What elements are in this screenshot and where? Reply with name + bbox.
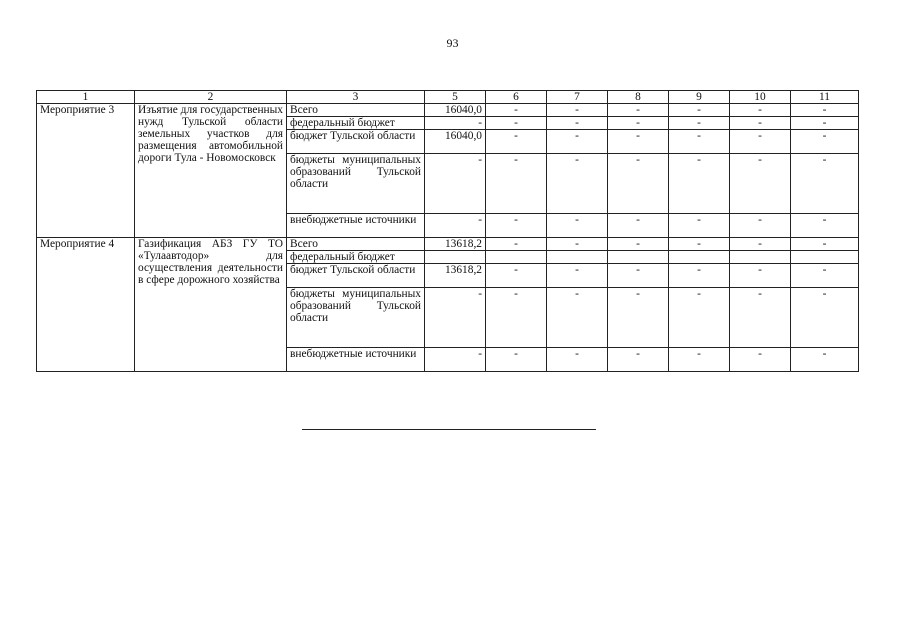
year-value-cell: - [486, 264, 547, 288]
header-cell: 3 [287, 91, 425, 104]
year-value-cell: - [669, 348, 730, 372]
total-value-cell [425, 251, 486, 264]
year-value-cell: - [547, 130, 608, 154]
funding-source-cell: бюджеты муниципальных образований Тульской области [287, 288, 425, 348]
page-number: 93 [446, 36, 459, 50]
year-value-cell: - [791, 264, 859, 288]
year-value-cell: - [669, 214, 730, 238]
total-value-cell: - [425, 348, 486, 372]
year-value-cell: - [730, 214, 791, 238]
year-value-cell: - [791, 238, 859, 251]
header-cell: 1 [37, 91, 135, 104]
table-body [37, 104, 859, 372]
funding-source-cell: внебюджетные источники [287, 214, 425, 238]
description-cell: Газификация АБЗ ГУ ТО «Тулаавтодор» для осуществления деятельности в сфере дорожного хозяйства [135, 238, 287, 372]
year-value-cell: - [669, 117, 730, 130]
year-value-cell: - [547, 214, 608, 238]
year-value-cell [730, 251, 791, 264]
table-header [37, 91, 859, 104]
year-value-cell: - [791, 104, 859, 117]
year-value-cell: - [486, 214, 547, 238]
funding-source-cell: Всего [287, 238, 425, 251]
year-value-cell: - [730, 288, 791, 348]
year-value-cell: - [486, 348, 547, 372]
year-value-cell: - [791, 117, 859, 130]
total-value-cell: 13618,2 [425, 238, 486, 251]
year-value-cell: - [486, 130, 547, 154]
funding-source-cell: внебюджетные источники [287, 348, 425, 372]
year-value-cell: - [486, 104, 547, 117]
year-value-cell: - [730, 130, 791, 154]
year-value-cell: - [608, 288, 669, 348]
year-value-cell: - [608, 154, 669, 214]
header-cell: 9 [669, 91, 730, 104]
header-cell: 8 [608, 91, 669, 104]
year-value-cell: - [486, 154, 547, 214]
year-value-cell: - [547, 104, 608, 117]
year-value-cell: - [608, 117, 669, 130]
description-cell: Изъятие для государственных нужд Тульской области земельных участков для размещения автомобильной дороги Тула - Новомосковск [135, 104, 287, 238]
total-value-cell: - [425, 117, 486, 130]
total-value-cell: - [425, 154, 486, 214]
year-value-cell: - [547, 288, 608, 348]
total-value-cell: - [425, 214, 486, 238]
budget-table [36, 90, 859, 372]
year-value-cell: - [669, 104, 730, 117]
total-value-cell: - [425, 288, 486, 348]
funding-source-cell: федеральный бюджет [287, 251, 425, 264]
year-value-cell: - [608, 348, 669, 372]
header-cell: 5 [425, 91, 486, 104]
year-value-cell [608, 251, 669, 264]
year-value-cell: - [730, 154, 791, 214]
year-value-cell: - [608, 104, 669, 117]
funding-source-cell: бюджеты муниципальных образований Тульской области [287, 154, 425, 214]
year-value-cell: - [669, 264, 730, 288]
year-value-cell: - [486, 288, 547, 348]
year-value-cell: - [791, 348, 859, 372]
year-value-cell [547, 251, 608, 264]
funding-source-cell: федеральный бюджет [287, 117, 425, 130]
year-value-cell: - [730, 264, 791, 288]
header-cell: 10 [730, 91, 791, 104]
year-value-cell: - [547, 348, 608, 372]
table-row [37, 104, 859, 117]
year-value-cell: - [608, 214, 669, 238]
measure-cell: Мероприятие 3 [37, 104, 135, 238]
header-row [37, 91, 859, 104]
table-row [37, 238, 859, 251]
year-value-cell: - [730, 238, 791, 251]
measure-cell: Мероприятие 4 [37, 238, 135, 372]
funding-source-cell: бюджет Тульской области [287, 264, 425, 288]
year-value-cell: - [669, 288, 730, 348]
total-value-cell: 16040,0 [425, 104, 486, 117]
year-value-cell: - [547, 117, 608, 130]
year-value-cell: - [669, 154, 730, 214]
year-value-cell: - [669, 238, 730, 251]
year-value-cell: - [608, 238, 669, 251]
funding-source-cell: бюджет Тульской области [287, 130, 425, 154]
funding-source-cell: Всего [287, 104, 425, 117]
year-value-cell: - [547, 238, 608, 251]
year-value-cell: - [791, 214, 859, 238]
year-value-cell [486, 251, 547, 264]
year-value-cell: - [791, 154, 859, 214]
bottom-rule [302, 429, 596, 430]
year-value-cell [669, 251, 730, 264]
header-cell: 7 [547, 91, 608, 104]
year-value-cell: - [730, 117, 791, 130]
year-value-cell: - [547, 264, 608, 288]
year-value-cell: - [486, 238, 547, 251]
year-value-cell: - [608, 264, 669, 288]
year-value-cell: - [730, 348, 791, 372]
year-value-cell: - [608, 130, 669, 154]
total-value-cell: 13618,2 [425, 264, 486, 288]
header-cell: 11 [791, 91, 859, 104]
year-value-cell [791, 251, 859, 264]
year-value-cell: - [486, 117, 547, 130]
year-value-cell: - [791, 130, 859, 154]
header-cell: 2 [135, 91, 287, 104]
total-value-cell: 16040,0 [425, 130, 486, 154]
year-value-cell: - [547, 154, 608, 214]
header-cell: 6 [486, 91, 547, 104]
year-value-cell: - [669, 130, 730, 154]
year-value-cell: - [730, 104, 791, 117]
year-value-cell: - [791, 288, 859, 348]
